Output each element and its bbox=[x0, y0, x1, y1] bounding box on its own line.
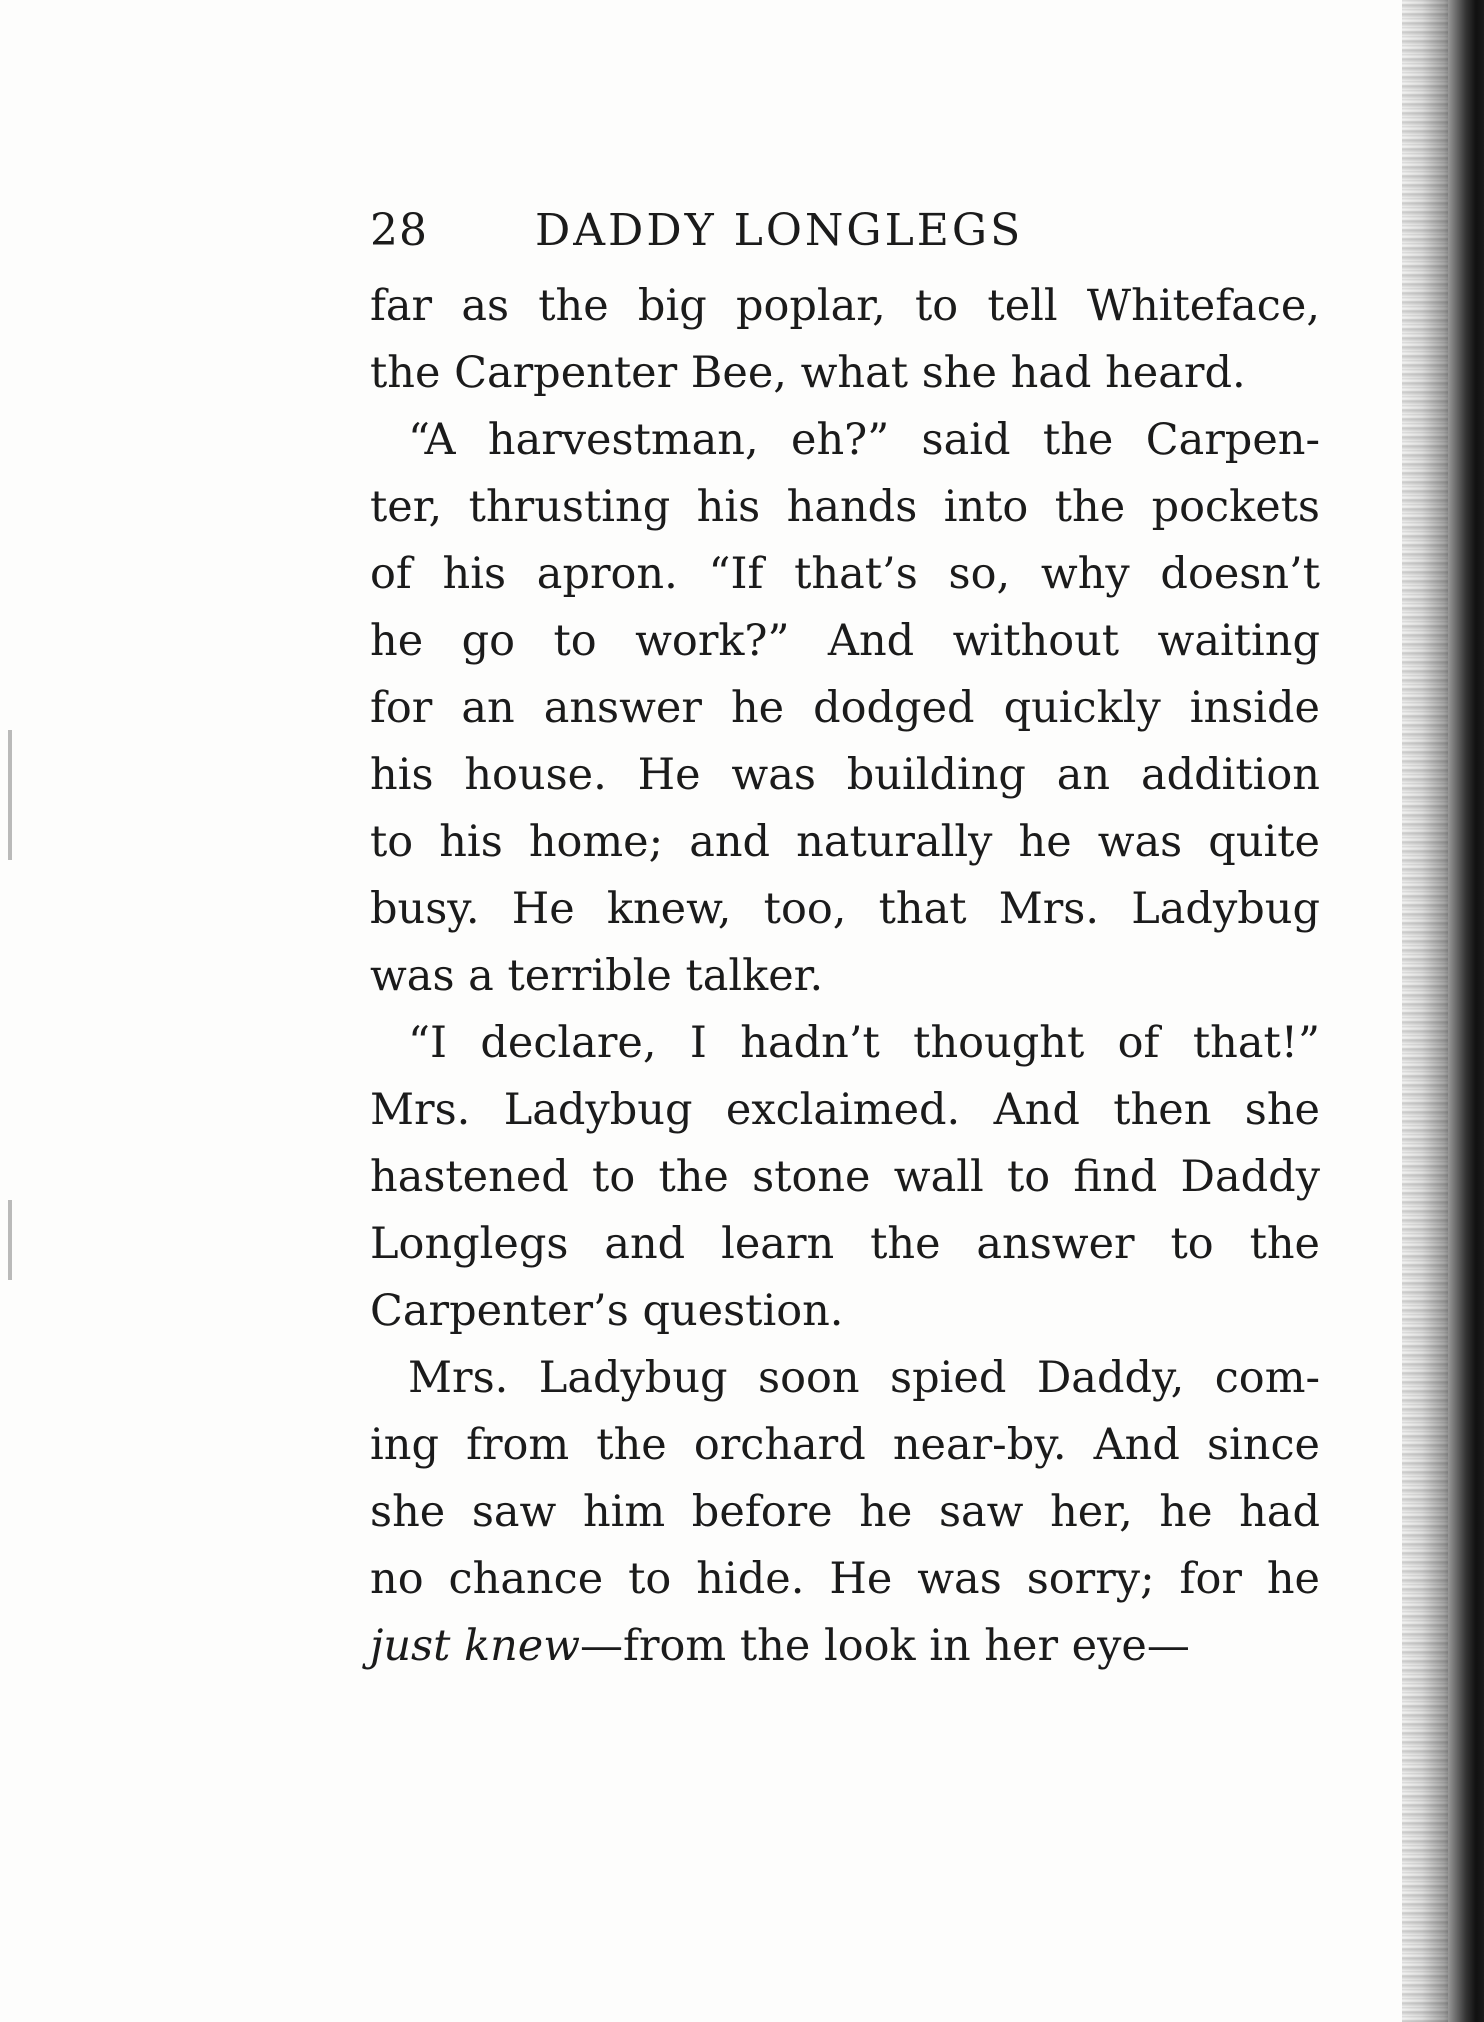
body-line: hastened to the stone wall to find Daddy bbox=[370, 1152, 1320, 1202]
body-line: he go to work?” And without waiting bbox=[370, 616, 1320, 666]
scan-speck bbox=[8, 1200, 12, 1280]
body-line: Mrs. Ladybug soon spied Daddy, com- bbox=[408, 1353, 1320, 1403]
body-line: “A harvestman, eh?” said the Carpen- bbox=[408, 415, 1320, 465]
body-line: far as the big poplar, to tell Whiteface, bbox=[370, 281, 1320, 331]
body-line: ing from the orchard near-by. And since bbox=[370, 1420, 1320, 1470]
body-line: the Carpenter Bee, what she had heard. bbox=[370, 348, 1246, 398]
running-head bbox=[370, 205, 1320, 265]
body-line: no chance to hide. He was sorry; for he bbox=[370, 1554, 1320, 1604]
book-title: DADDY LONGLEGS bbox=[535, 205, 1024, 256]
body-line: Carpenter’s question. bbox=[370, 1286, 844, 1336]
scan-speck bbox=[8, 730, 12, 860]
body-line: his house. He was building an addition bbox=[370, 750, 1320, 800]
emphasis-text: just knew bbox=[370, 1621, 581, 1671]
body-line: Mrs. Ladybug exclaimed. And then she bbox=[370, 1085, 1320, 1135]
final-line-rest: —from the look in her eye— bbox=[580, 1621, 1190, 1671]
body-line: was a terrible talker. bbox=[370, 951, 824, 1001]
body-line: she saw him before he saw her, he had bbox=[370, 1487, 1320, 1537]
body-line-final bbox=[370, 1613, 1320, 1680]
body-line: Longlegs and learn the answer to the bbox=[370, 1219, 1320, 1269]
binding-texture bbox=[1402, 0, 1448, 2022]
body-text bbox=[370, 273, 1320, 1613]
page-text-block bbox=[370, 205, 1320, 1680]
page-number: 28 bbox=[370, 205, 428, 256]
body-line: busy. He knew, too, that Mrs. Ladybug bbox=[370, 884, 1320, 934]
body-line: for an answer he dodged quickly inside bbox=[370, 683, 1320, 733]
body-line: to his home; and naturally he was quite bbox=[370, 817, 1320, 867]
body-line: “I declare, I hadn’t thought of that!” bbox=[408, 1018, 1320, 1068]
body-line: of his apron. “If that’s so, why doesn’t bbox=[370, 549, 1320, 599]
body-line: ter, thrusting his hands into the pockets bbox=[370, 482, 1320, 532]
